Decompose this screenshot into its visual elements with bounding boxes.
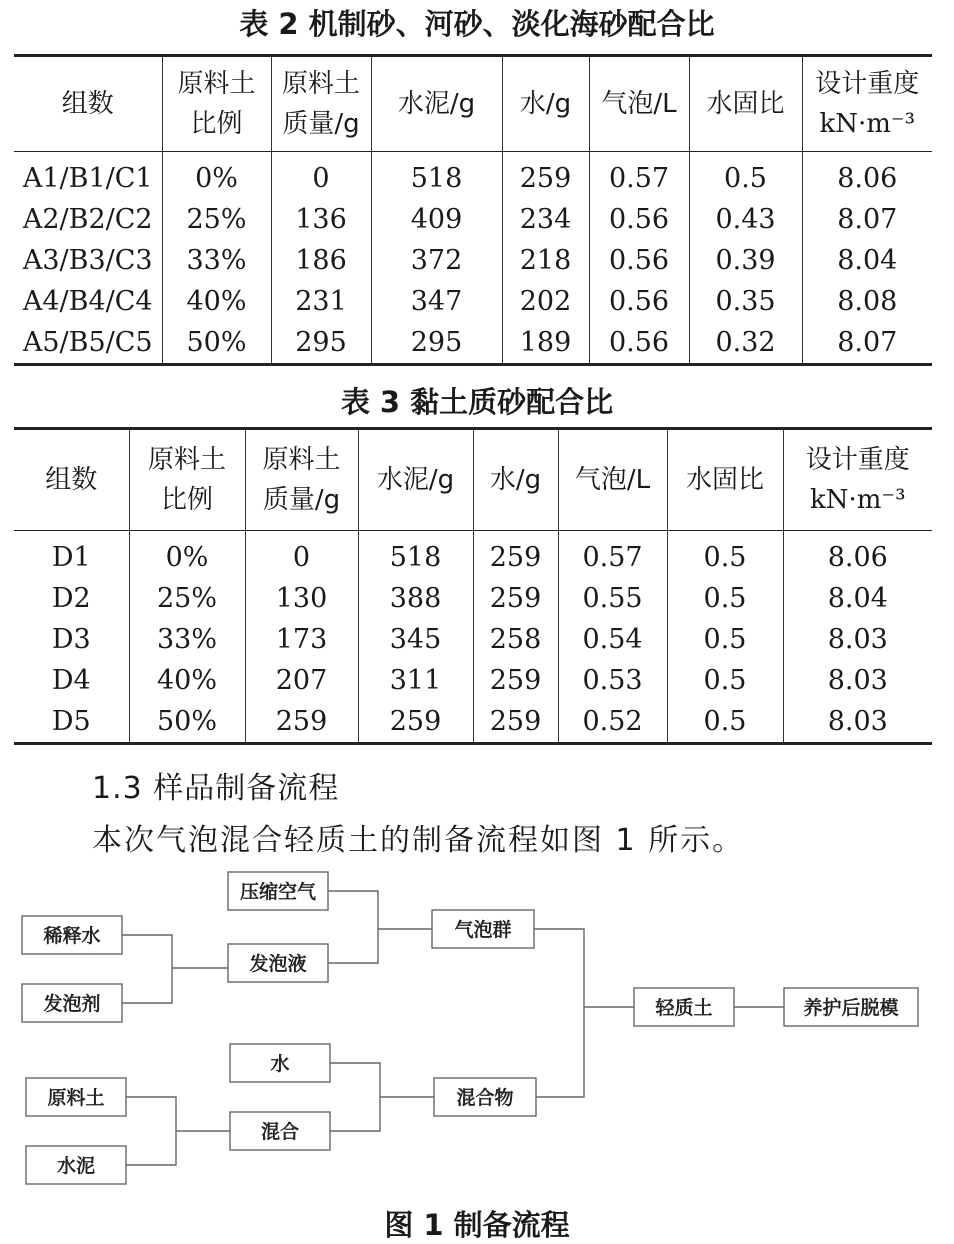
table2-header-cell bbox=[14, 56, 162, 152]
table2-cell: 40% bbox=[162, 281, 271, 322]
table2-header-line1: 原料土 bbox=[281, 69, 360, 99]
figure-caption: 图 1 制备流程 bbox=[384, 1208, 570, 1242]
node-mixture: 混合物 bbox=[456, 1087, 514, 1109]
node-raw-soil: 原料土 bbox=[47, 1087, 105, 1109]
table3-cell: 0.5 bbox=[667, 660, 783, 701]
table3-cell: 130 bbox=[245, 578, 358, 619]
table3-header-line1: 水泥/g bbox=[376, 465, 455, 495]
table2-cell: 186 bbox=[271, 240, 371, 281]
connector-mixture-inputs bbox=[330, 1063, 434, 1131]
table2-cell: 8.06 bbox=[802, 152, 932, 200]
table3-header-cell bbox=[558, 429, 667, 531]
table2-cell: 0.56 bbox=[589, 322, 689, 365]
node-lightweight-soil: 轻质土 bbox=[655, 997, 713, 1019]
table2-cell: 189 bbox=[502, 322, 589, 365]
table2-cell: 409 bbox=[371, 199, 502, 240]
table3-cell: 8.03 bbox=[783, 619, 932, 660]
connector-soil-inputs bbox=[534, 929, 634, 1097]
table3-cell: 50% bbox=[129, 701, 245, 744]
table3-cell: 8.03 bbox=[783, 701, 932, 744]
table2-cell: 0% bbox=[162, 152, 271, 200]
table3-header-cell bbox=[473, 429, 558, 531]
table3-cell: D2 bbox=[51, 583, 91, 614]
table2-caption: 表 2 机制砂、河砂、淡化海砂配合比 bbox=[239, 7, 715, 41]
node-foaming-liquid: 发泡液 bbox=[249, 953, 307, 975]
node-foaming-agent: 发泡剂 bbox=[43, 993, 101, 1015]
table2-cell: 0 bbox=[271, 152, 371, 200]
table2-cell: 0.57 bbox=[589, 152, 689, 200]
connector-bubble-inputs bbox=[328, 891, 432, 963]
table2-header-cell bbox=[689, 56, 802, 152]
table3-cell: 0.5 bbox=[667, 701, 783, 744]
section-paragraph: 本次气泡混合轻质土的制备流程如图 1 所示。 bbox=[92, 823, 745, 858]
table2-cell: 33% bbox=[162, 240, 271, 281]
table3-cell: 0.55 bbox=[558, 578, 667, 619]
table2-cell: 0.56 bbox=[589, 240, 689, 281]
table3-row bbox=[14, 660, 932, 701]
node-mixing: 混合 bbox=[260, 1121, 300, 1143]
table3-header-cell bbox=[667, 429, 783, 531]
table3-cell: 25% bbox=[129, 578, 245, 619]
table2 bbox=[14, 54, 932, 366]
table2-cell: 8.08 bbox=[802, 281, 932, 322]
table2-header-cell bbox=[162, 56, 271, 152]
table2-cell: 0.39 bbox=[689, 240, 802, 281]
table3-row bbox=[14, 701, 932, 744]
table2-cell: 347 bbox=[371, 281, 502, 322]
table3-cell: 311 bbox=[358, 660, 473, 701]
table3-header-line1: 水固比 bbox=[685, 465, 764, 495]
table2-cell: 136 bbox=[271, 199, 371, 240]
table2-cell: 295 bbox=[371, 322, 502, 365]
table3-header-cell bbox=[783, 429, 932, 531]
table3-header-line1: 水/g bbox=[489, 465, 542, 495]
table2-header-cell bbox=[271, 56, 371, 152]
table2-cell: 0.56 bbox=[589, 199, 689, 240]
table2-cell: 0.5 bbox=[689, 152, 802, 200]
table2-cell: A1/B1/C1 bbox=[22, 163, 153, 194]
table2-header-cell bbox=[802, 56, 932, 152]
table3-header-cell bbox=[245, 429, 358, 531]
table2-header-line1: 气泡/L bbox=[601, 89, 677, 119]
table2-cell: 259 bbox=[502, 152, 589, 200]
table2-header-line2: 质量/g bbox=[282, 109, 360, 139]
table3-header-line2: kN·m⁻³ bbox=[809, 485, 906, 515]
table3-cell: 33% bbox=[129, 619, 245, 660]
table2-header-line1: 水固比 bbox=[706, 89, 785, 119]
table2-cell: A4/B4/C4 bbox=[22, 286, 153, 317]
table2-header-line2: kN·m⁻³ bbox=[819, 109, 916, 139]
table3-cell: D4 bbox=[51, 665, 91, 696]
table2-cell: 8.04 bbox=[802, 240, 932, 281]
table2-row bbox=[14, 281, 932, 322]
table2-cell: 518 bbox=[371, 152, 502, 200]
table3-cell: 207 bbox=[245, 660, 358, 701]
table3-cell: 259 bbox=[358, 701, 473, 744]
table2-cell: 8.07 bbox=[802, 322, 932, 365]
table2-header-line1: 水泥/g bbox=[397, 89, 476, 119]
table3-cell: 8.04 bbox=[783, 578, 932, 619]
node-bubble-group: 气泡群 bbox=[454, 919, 512, 941]
connector-foam-inputs bbox=[122, 935, 228, 1003]
table2-cell: 231 bbox=[271, 281, 371, 322]
table2-row bbox=[14, 240, 932, 281]
table3-cell: 0.5 bbox=[667, 619, 783, 660]
table2-header-cell bbox=[502, 56, 589, 152]
table3-body bbox=[14, 531, 932, 744]
node-water: 水 bbox=[270, 1053, 290, 1075]
table2-cell: A3/B3/C3 bbox=[22, 245, 153, 276]
table2-cell: 202 bbox=[502, 281, 589, 322]
table2-cell: 218 bbox=[502, 240, 589, 281]
table3-cell: 259 bbox=[473, 531, 558, 579]
table3-row bbox=[14, 531, 932, 579]
table2-header-line1: 原料土 bbox=[177, 69, 256, 99]
table3-header-cell bbox=[358, 429, 473, 531]
table3 bbox=[14, 427, 932, 745]
table3-row bbox=[14, 578, 932, 619]
table2-cell: 50% bbox=[162, 322, 271, 365]
table3-row bbox=[14, 619, 932, 660]
node-cement: 水泥 bbox=[56, 1155, 96, 1177]
table3-cell: 8.03 bbox=[783, 660, 932, 701]
connector-mix-inputs bbox=[126, 1097, 230, 1165]
node-demold: 养护后脱模 bbox=[803, 997, 899, 1019]
table3-cell: 259 bbox=[245, 701, 358, 744]
table3-cell: 518 bbox=[358, 531, 473, 579]
table2-row bbox=[14, 152, 932, 200]
table2-row bbox=[14, 322, 932, 365]
table2-header-line1: 设计重度 bbox=[815, 69, 920, 99]
table3-cell: 258 bbox=[473, 619, 558, 660]
table3-cell: 259 bbox=[473, 660, 558, 701]
table3-cell: 173 bbox=[245, 619, 358, 660]
table3-cell: 0.54 bbox=[558, 619, 667, 660]
table3-cell: D3 bbox=[51, 624, 91, 655]
table3-cell: 388 bbox=[358, 578, 473, 619]
table2-cell: 25% bbox=[162, 199, 271, 240]
table3-cell: 0 bbox=[245, 531, 358, 579]
table3-cell: D1 bbox=[51, 542, 91, 573]
table2-cell: 0.32 bbox=[689, 322, 802, 365]
table3-header-line1: 设计重度 bbox=[805, 445, 910, 475]
table3-caption: 表 3 黏土质砂配合比 bbox=[340, 385, 614, 419]
table2-header-row bbox=[14, 56, 932, 152]
table2-cell: 372 bbox=[371, 240, 502, 281]
flowchart bbox=[0, 860, 954, 1190]
table2-header-cell bbox=[371, 56, 502, 152]
node-dilution-water: 稀释水 bbox=[43, 925, 101, 947]
table3-cell: 0.53 bbox=[558, 660, 667, 701]
table3-header-line2: 质量/g bbox=[262, 485, 341, 515]
table2-cell: A5/B5/C5 bbox=[22, 327, 153, 358]
table2-cell: 0.43 bbox=[689, 199, 802, 240]
table3-header-line1: 原料土 bbox=[262, 445, 341, 475]
table3-cell: 0.52 bbox=[558, 701, 667, 744]
table2-cell: 8.07 bbox=[802, 199, 932, 240]
table2-row bbox=[14, 199, 932, 240]
table3-cell: 259 bbox=[473, 578, 558, 619]
table3-cell: D5 bbox=[51, 706, 91, 737]
table2-header-line2: 比例 bbox=[190, 109, 243, 139]
table3-header-line2: 比例 bbox=[160, 485, 213, 515]
table2-cell: A2/B2/C2 bbox=[22, 204, 153, 235]
table3-cell: 8.06 bbox=[783, 531, 932, 579]
table3-cell: 0.5 bbox=[667, 578, 783, 619]
table3-header-line1: 气泡/L bbox=[574, 465, 651, 495]
table3-header-line1: 组数 bbox=[45, 465, 98, 495]
table2-header-line1: 组数 bbox=[61, 89, 114, 119]
table3-cell: 259 bbox=[473, 701, 558, 744]
table2-cell: 295 bbox=[271, 322, 371, 365]
table3-header-line1: 原料土 bbox=[147, 445, 226, 475]
table2-body bbox=[14, 152, 932, 365]
table3-header-cell bbox=[129, 429, 245, 531]
table3-header-row bbox=[14, 429, 932, 531]
table2-header-line1: 水/g bbox=[519, 89, 572, 119]
table2-cell: 0.56 bbox=[589, 281, 689, 322]
table3-cell: 40% bbox=[129, 660, 245, 701]
table3-cell: 0.57 bbox=[558, 531, 667, 579]
table2-cell: 0.35 bbox=[689, 281, 802, 322]
section-heading: 1.3 样品制备流程 bbox=[92, 771, 340, 806]
table3-header-cell bbox=[14, 429, 129, 531]
table3-cell: 345 bbox=[358, 619, 473, 660]
node-compressed-air: 压缩空气 bbox=[239, 881, 317, 903]
table3-cell: 0% bbox=[129, 531, 245, 579]
table2-header-cell bbox=[589, 56, 689, 152]
table3-cell: 0.5 bbox=[667, 531, 783, 579]
table2-cell: 234 bbox=[502, 199, 589, 240]
